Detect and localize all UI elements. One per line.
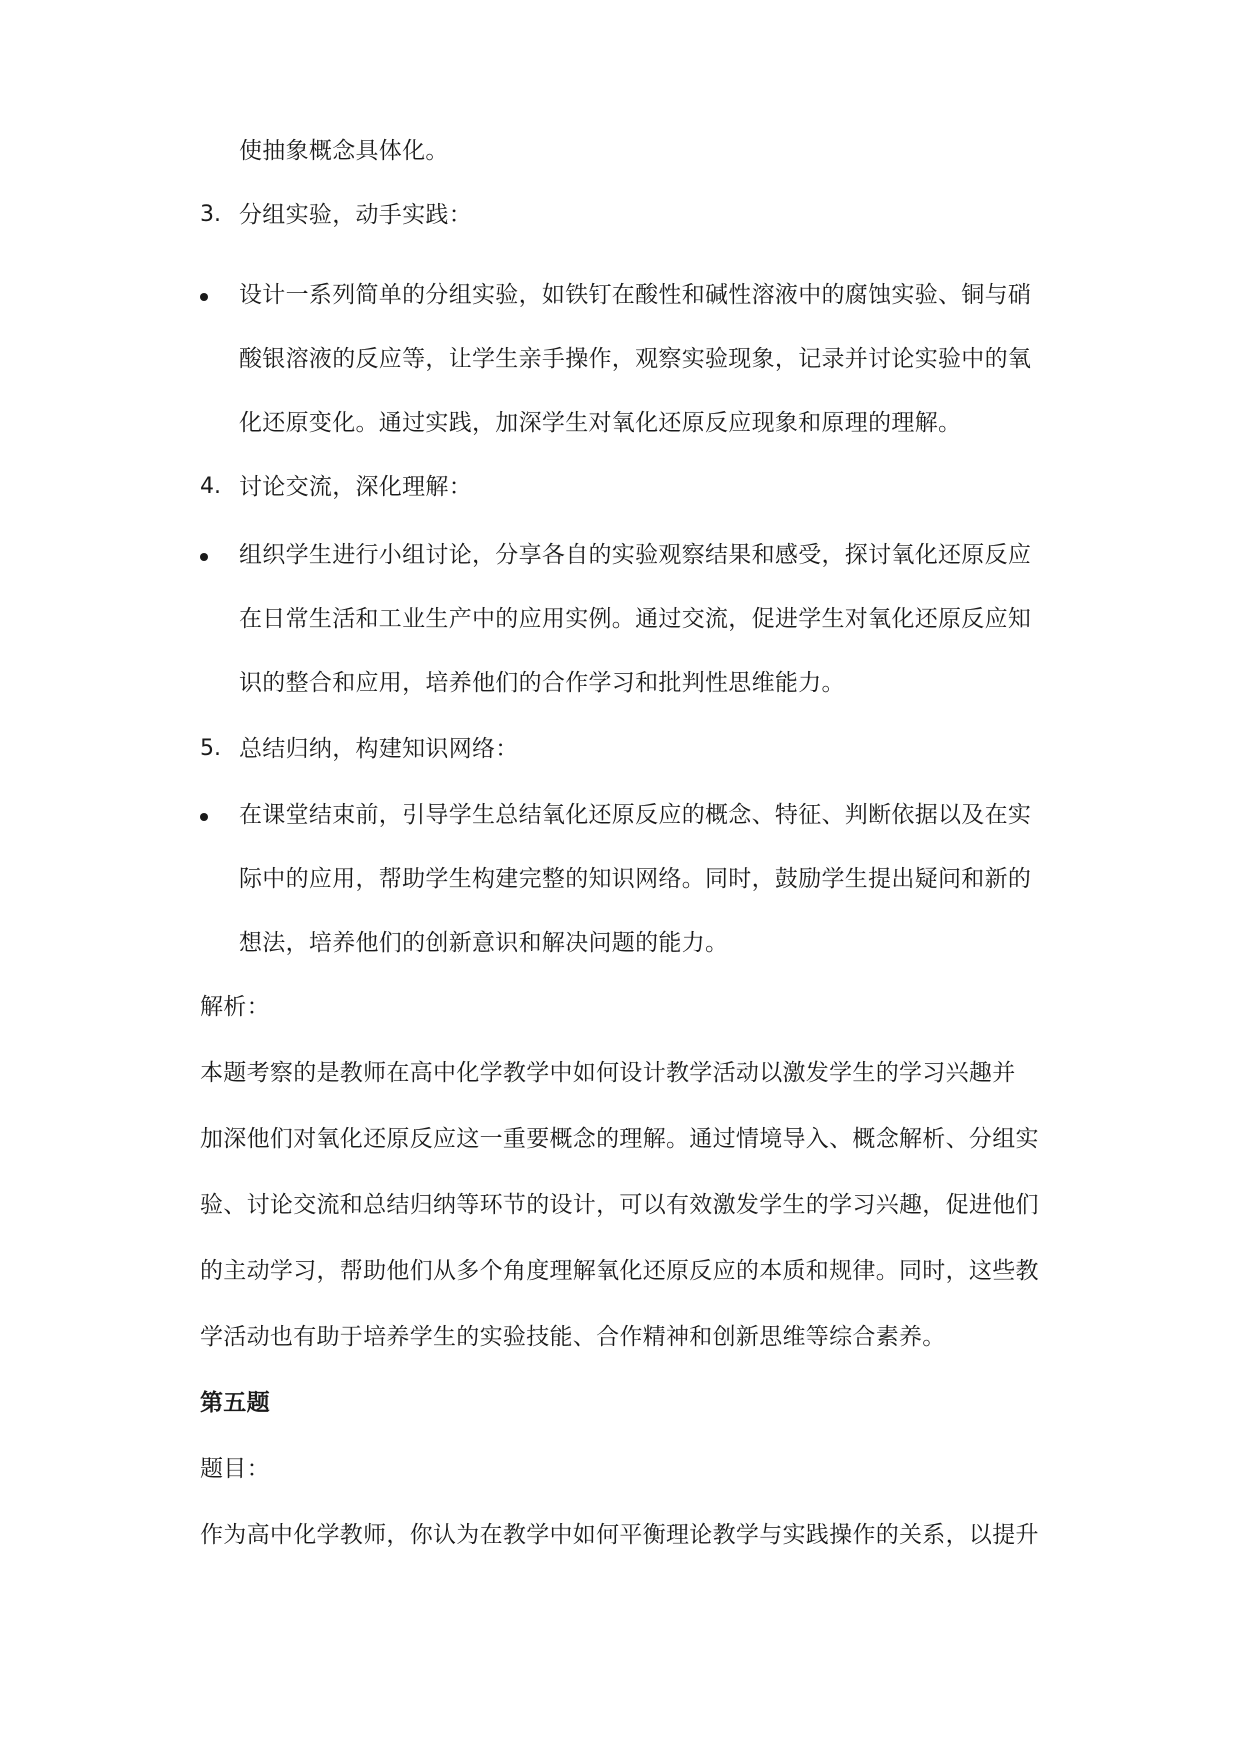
list-number: 4. — [200, 474, 221, 499]
bullet-text-line: 设计一系列简单的分组实验，如铁钉在酸性和碱性溶液中的腐蚀实验、铜与硝 — [239, 282, 1032, 308]
bullet-text-line: 在日常生活和工业生产中的应用实例。通过交流，促进学生对氧化还原反应知 — [239, 606, 1032, 632]
list-item-heading: 讨论交流，深化理解： — [239, 474, 472, 500]
bullet-text-line: 在课堂结束前，引导学生总结氧化还原反应的概念、特征、判断依据以及在实 — [239, 802, 1032, 828]
bullet-text-line: 识的整合和应用，培养他们的合作学习和批判性思维能力。 — [239, 670, 845, 696]
analysis-line: 学活动也有助于培养学生的实验技能、合作精神和创新思维等综合素养。 — [200, 1324, 946, 1350]
bullet-text-line: 酸银溶液的反应等，让学生亲手操作，观察实验现象，记录并讨论实验中的氧 — [239, 346, 1032, 372]
analysis-line: 的主动学习，帮助他们从多个角度理解氧化还原反应的本质和规律。同时，这些教 — [200, 1258, 1039, 1284]
list-item-heading: 总结归纳，构建知识网络： — [239, 736, 519, 762]
analysis-label: 解析： — [200, 994, 270, 1020]
bullet-dot — [200, 553, 208, 561]
paragraph-line: 使抽象概念具体化。 — [239, 138, 449, 164]
list-number: 5. — [200, 736, 221, 761]
question-title: 第五题 — [200, 1390, 270, 1416]
analysis-line: 验、讨论交流和总结归纳等环节的设计，可以有效激发学生的学习兴趣，促进他们 — [200, 1192, 1039, 1218]
bullet-text-line: 组织学生进行小组讨论，分享各自的实验观察结果和感受，探讨氧化还原反应 — [239, 542, 1032, 568]
question-label: 题目： — [200, 1456, 270, 1482]
list-item-heading: 分组实验，动手实践： — [239, 202, 472, 228]
bullet-dot — [200, 293, 208, 301]
bullet-text-line: 化还原变化。通过实践，加深学生对氧化还原反应现象和原理的理解。 — [239, 410, 962, 436]
analysis-line: 加深他们对氧化还原反应这一重要概念的理解。通过情境导入、概念解析、分组实 — [200, 1126, 1039, 1152]
bullet-text-line: 想法，培养他们的创新意识和解决问题的能力。 — [239, 930, 729, 956]
question-text: 作为高中化学教师，你认为在教学中如何平衡理论教学与实践操作的关系，以提升 — [200, 1522, 1039, 1548]
bullet-text-line: 际中的应用，帮助学生构建完整的知识网络。同时，鼓励学生提出疑问和新的 — [239, 866, 1032, 892]
list-number: 3. — [200, 202, 221, 227]
bullet-dot — [200, 813, 208, 821]
analysis-line: 本题考察的是教师在高中化学教学中如何设计教学活动以激发学生的学习兴趣并 — [200, 1060, 1016, 1086]
